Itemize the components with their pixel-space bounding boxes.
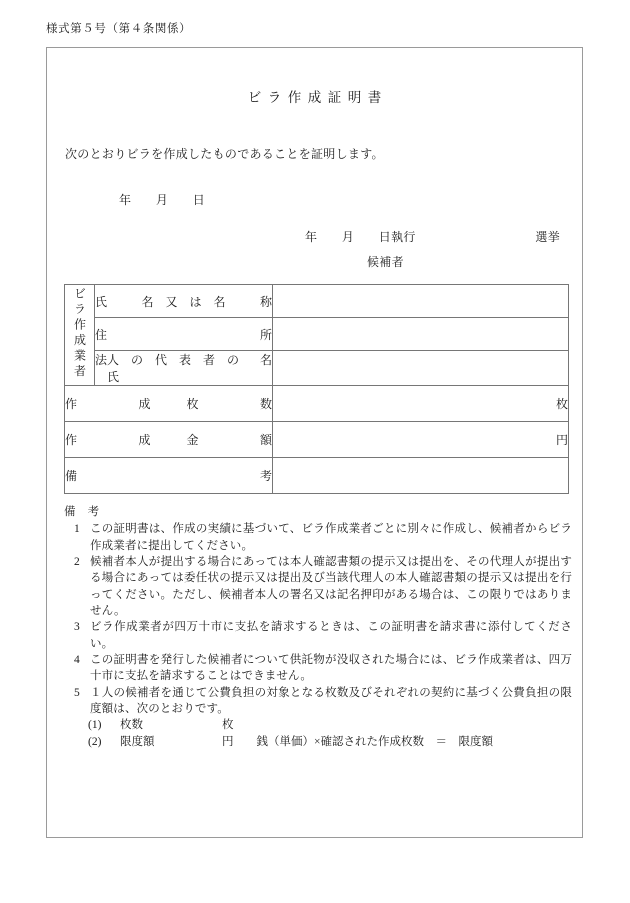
note-item-2 [64, 554, 572, 619]
row-label-quantity-mid: 成 枚 [138, 397, 199, 411]
row-label-remarks-end: 考 [259, 469, 272, 483]
row-label-amount-mid: 成 金 [138, 433, 199, 447]
row-label-quantity-end: 数 [259, 397, 272, 411]
row-label-quantity [65, 386, 273, 422]
row-label-name-mid: 名 又 は 名 [141, 294, 226, 309]
note-number-2: 2 [74, 555, 80, 568]
row-label-representative-end: 名 [259, 353, 272, 367]
subnote-number-2: (2) [88, 735, 102, 748]
table-row [65, 458, 569, 494]
row-value-remarks[interactable] [273, 458, 569, 494]
note-text-1: この証明書は、作成の実績に基づいて、ビラ作成業者ごとに別々に作成し、候補者からビラ作成業者に提出してください。 [90, 523, 572, 552]
notes-heading: 備 考 [64, 506, 100, 518]
note-text-2: 候補者本人が提出する場合にあっては本人確認書類の提示又は提出を、その代理人が提出する場合にあっては委任状の提示又は提出及び当該代理人の本人確認書類の提示又は提出を行ってください。ただし、候補者本人の署名又は記名押印がある場合は、この限りではありません。 [90, 555, 572, 617]
election-label: 選挙 [535, 230, 560, 244]
row-value-representative[interactable] [273, 351, 569, 386]
vendor-details-table [64, 284, 569, 494]
note-number-1: 1 [74, 523, 80, 536]
row-value-address[interactable] [273, 318, 569, 351]
subnote-rest-1: 枚 [222, 719, 234, 732]
row-unit-amount: 円 [555, 433, 568, 447]
election-date-field: 年 月 日執行 [305, 230, 416, 244]
issue-date-line: 年 月 日 [119, 193, 206, 207]
table-row [65, 351, 569, 386]
page-title: ビラ作成証明書 [247, 90, 388, 105]
row-label-amount-end: 額 [259, 433, 272, 447]
row-label-address-start: 住 [95, 327, 108, 342]
notes-section [64, 504, 572, 750]
document-frame [46, 47, 583, 838]
row-label-amount [65, 422, 273, 458]
row-label-representative [95, 351, 273, 386]
note-item-1 [64, 521, 572, 554]
row-value-amount[interactable] [273, 422, 569, 458]
row-label-representative-start: 法 [95, 353, 108, 367]
row-label-name [95, 285, 273, 318]
row-label-address-end: 所 [259, 327, 272, 342]
row-label-amount-start: 作 [65, 433, 78, 447]
note-number-3: 3 [74, 621, 80, 634]
subnote-rest-2: 円 銭（単価）×確認された作成枚数 ＝ 限度額 [222, 735, 493, 748]
row-label-address [95, 318, 273, 351]
table-row [65, 318, 569, 351]
subnote-label-1: 枚数 [120, 719, 143, 732]
row-label-name-end: 称 [259, 294, 272, 309]
row-label-name-start: 氏 [95, 294, 108, 309]
note-text-5: １人の候補者を通じて公費負担の対象となる枚数及びそれぞれの契約に基づく公費負担の限度額は、次のとおりです。 [90, 686, 572, 715]
row-label-remarks-start: 備 [65, 469, 78, 483]
election-line [305, 228, 560, 245]
note-item-4 [64, 652, 572, 685]
row-label-representative-mid: 人 の 代 表 者 の 氏 [107, 353, 252, 384]
note-item-3 [64, 619, 572, 652]
row-label-quantity-start: 作 [65, 397, 78, 411]
note-number-4: 4 [74, 653, 80, 666]
note-item-5 [64, 685, 572, 718]
row-label-remarks [65, 458, 273, 494]
vendor-group-label-cell [65, 285, 95, 386]
row-unit-quantity: 枚 [555, 397, 568, 411]
subnote-label-2: 限度額 [120, 735, 155, 748]
row-value-name[interactable] [273, 285, 569, 318]
intro-sentence: 次のとおりビラを作成したものであることを証明します。 [65, 147, 384, 161]
vendor-group-label: ビラ作成業者 [72, 286, 87, 380]
table-row [65, 386, 569, 422]
subnote-item-2 [64, 734, 572, 750]
row-value-quantity[interactable] [273, 386, 569, 422]
table-row [65, 285, 569, 318]
note-text-3: ビラ作成業者が四万十市に支払を請求するときは、この証明書を請求書に添付してください。 [90, 621, 572, 650]
subnote-number-1: (1) [88, 719, 102, 732]
form-number-label: 様式第５号（第４条関係） [46, 23, 192, 35]
note-text-4: この証明書を発行した候補者について供託物が没収された場合には、ビラ作成業者は、四万十市に支払を請求することはできません。 [90, 653, 572, 683]
note-number-5: 5 [74, 686, 80, 699]
candidate-label: 候補者 [367, 255, 404, 269]
subnote-item-1 [64, 717, 572, 733]
table-row [65, 422, 569, 458]
